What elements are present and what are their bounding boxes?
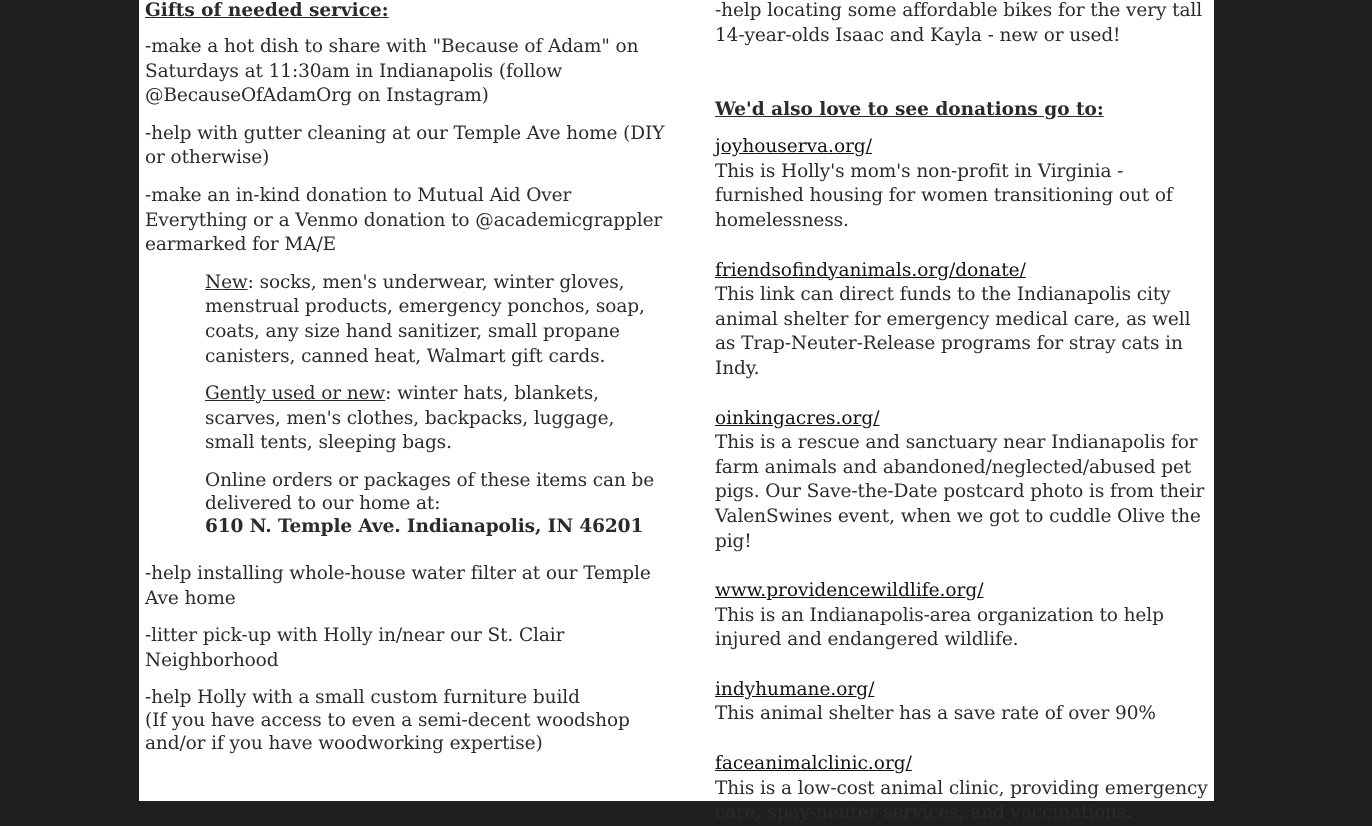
org-oinkingacres [715, 407, 1214, 555]
org-desc-friendsofindyanimals: This link can direct funds to the Indianapolis city animal shelter for emergency medical care, as well as Trap-Neuter-Release programs for stray cats in Indy. [715, 284, 1191, 379]
org-providencewildlife [715, 579, 1214, 653]
used-label: Gently used or new [205, 383, 386, 405]
org-link-faceanimalclinic[interactable]: faceanimalclinic.org/ [715, 753, 912, 775]
new-items [205, 271, 665, 369]
online-orders-text: Online orders or packages of these items can be delivered to our home at: [205, 469, 655, 514]
org-desc-providencewildlife: This is an Indianapolis-area organization to help injured and endangered wildlife. [715, 604, 1164, 651]
item-furniture-build [145, 686, 665, 755]
org-link-joyhouse[interactable]: joyhouserva.org/ [715, 136, 872, 158]
right-column [715, 0, 1214, 826]
online-orders [205, 469, 665, 538]
item-gutter-cleaning: -help with gutter cleaning at our Temple Ave home (DIY or otherwise) [145, 122, 665, 169]
item-litter-pickup: -litter pick-up with Holly in/near our St. Clair Neighborhood [145, 625, 565, 671]
furniture-line1: -help Holly with a small custom furniture build [145, 687, 580, 709]
org-link-providencewildlife[interactable]: www.providencewildlife.org/ [715, 580, 984, 602]
org-link-indyhumane[interactable]: indyhumane.org/ [715, 678, 875, 700]
used-items [205, 382, 665, 456]
org-desc-faceanimalclinic: This is a low-cost animal clinic, providing emergency care, spay-neuter services, and vaccinations. [715, 777, 1208, 824]
item-mutual-aid: -make an in-kind donation to Mutual Aid Over Everything or a Venmo donation to @academicgrappler earmarked for MA/E [145, 184, 663, 256]
furniture-line2: (If you have access to even a semi-decent woodshop and/or if you have woodworking expertise) [145, 710, 630, 755]
org-link-friendsofindyanimals[interactable]: friendsofindyanimals.org/donate/ [715, 259, 1026, 281]
org-desc-indyhumane: This animal shelter has a save rate of over 90% [715, 703, 1156, 725]
gifts-heading: Gifts of needed service: [145, 0, 389, 21]
org-indyhumane [715, 678, 1214, 727]
org-desc-oinkingacres: This is a rescue and sanctuary near Indianapolis for farm animals and abandoned/neglected/abused pet pigs. Our Save-the-Date postcard photo is from their ValenSwines event, when we got to cuddle Olive the pig! [715, 432, 1205, 552]
used-items-text: : winter hats, blankets, scarves, men's clothes, backpacks, luggage, small tents, sleeping bags. [205, 383, 615, 454]
org-desc-joyhouse: This is Holly's mom's non-profit in Virginia - furnished housing for women transitioning out of homelessness. [715, 160, 1173, 231]
new-label: New [205, 271, 248, 293]
document-page [139, 0, 1214, 824]
org-faceanimalclinic [715, 752, 1214, 826]
org-joyhouse [715, 135, 1214, 233]
item-hot-dish: -make a hot dish to share with "Because of Adam" on Saturdays at 11:30am in Indianapolis (follow @BecauseOfAdamOrg on Instagram) [145, 36, 639, 107]
home-address: 610 N. Temple Ave. Indianapolis, IN 46201 [205, 515, 644, 537]
item-bikes: -help locating some affordable bikes for the very tall 14-year-olds Isaac and Kayla - new or used! [715, 0, 1203, 46]
new-items-text: : socks, men's underwear, winter gloves, menstrual products, emergency ponchos, soap, coats, any size hand sanitizer, small propane canisters, canned heat, Walmart gift cards. [205, 271, 645, 367]
item-water-filter: -help installing whole-house water filter at our Temple Ave home [145, 562, 651, 609]
org-link-oinkingacres[interactable]: oinkingacres.org/ [715, 407, 880, 429]
donations-heading: We'd also love to see donations go to: [715, 99, 1104, 121]
org-friendsofindyanimals [715, 259, 1214, 382]
left-column [145, 0, 665, 755]
